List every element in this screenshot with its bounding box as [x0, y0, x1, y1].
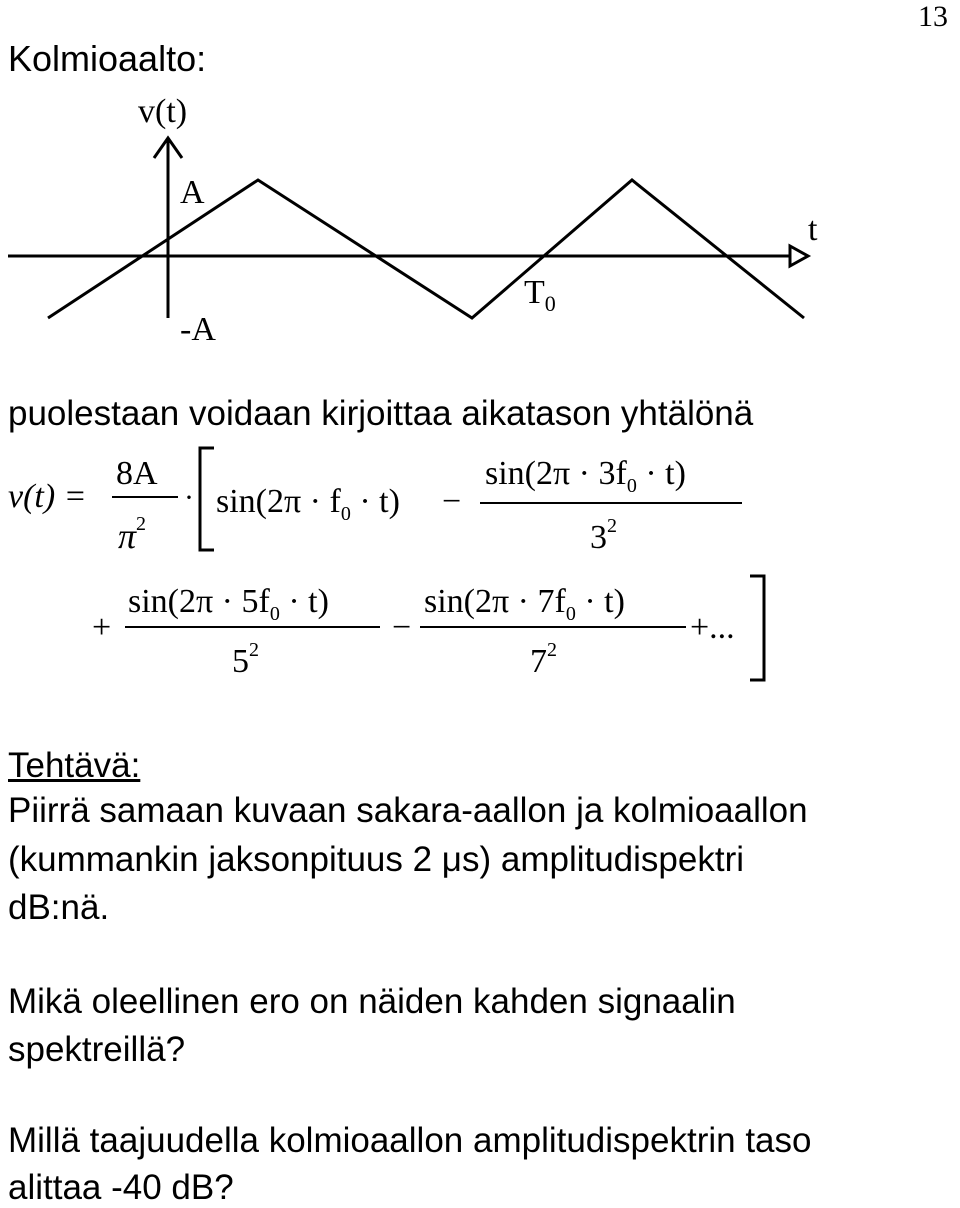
amplitude-pos-label: A: [180, 174, 205, 211]
term1: $\sin(2\pi \cdot f_0 \cdot t)$: [216, 483, 400, 525]
x-axis-arrow: [790, 246, 808, 266]
minus-2: −: [392, 609, 412, 646]
plus-1: +: [92, 609, 112, 646]
x-axis-label: t: [808, 211, 818, 248]
dot-operator: ·: [184, 481, 194, 514]
period-label: $T_0$: [524, 274, 556, 316]
term2-denominator: $3^2$: [590, 515, 617, 556]
term3-denominator: $5^2$: [232, 639, 259, 680]
term2-numerator: $\sin(2\pi \cdot 3f_0 \cdot t)$: [485, 455, 686, 497]
heading: Kolmioaalto:: [8, 38, 207, 79]
minus-1: −: [442, 483, 462, 520]
left-bracket: [200, 448, 214, 550]
y-axis-label: v(t): [138, 93, 188, 130]
term4-denominator: $7^2$: [530, 639, 557, 680]
triangle-wave: [48, 180, 804, 318]
amplitude-neg-label: -A: [180, 311, 216, 348]
task-line-3: dB:nä.: [8, 888, 110, 927]
formula-lhs: v(t) =: [8, 478, 87, 515]
triangle-wave-diagram: [0, 0, 960, 360]
right-bracket: [750, 576, 764, 680]
page-number: 13: [918, 0, 948, 33]
fourier-series-formula: [0, 440, 960, 700]
question-1-line-2: spektreillä?: [8, 1030, 186, 1069]
task-line-2: (kummankin jaksonpituus 2 μs) amplitudispektri: [8, 840, 745, 879]
question-1-line-1: Mikä oleellinen ero on näiden kahden signaalin: [8, 982, 736, 1021]
coeff-numerator: 8A: [116, 455, 158, 492]
ellipsis: +...: [690, 609, 735, 646]
question-2-line-1: Millä taajuudella kolmioaallon amplitudispektrin taso: [8, 1121, 812, 1160]
task-title: Tehtävä:: [8, 746, 141, 785]
task-line-1: Piirrä samaan kuvaan sakara-aallon ja kolmioaallon: [8, 791, 808, 830]
question-2-line-2: alittaa -40 dB?: [8, 1168, 234, 1207]
intro-text: puolestaan voidaan kirjoittaa aikatason yhtälönä: [8, 394, 754, 433]
coeff-denominator: $\pi^2$: [118, 513, 147, 556]
term4-numerator: $\sin(2\pi \cdot 7f_0 \cdot t)$: [424, 583, 625, 625]
term3-numerator: $\sin(2\pi \cdot 5f_0 \cdot t)$: [128, 583, 329, 625]
